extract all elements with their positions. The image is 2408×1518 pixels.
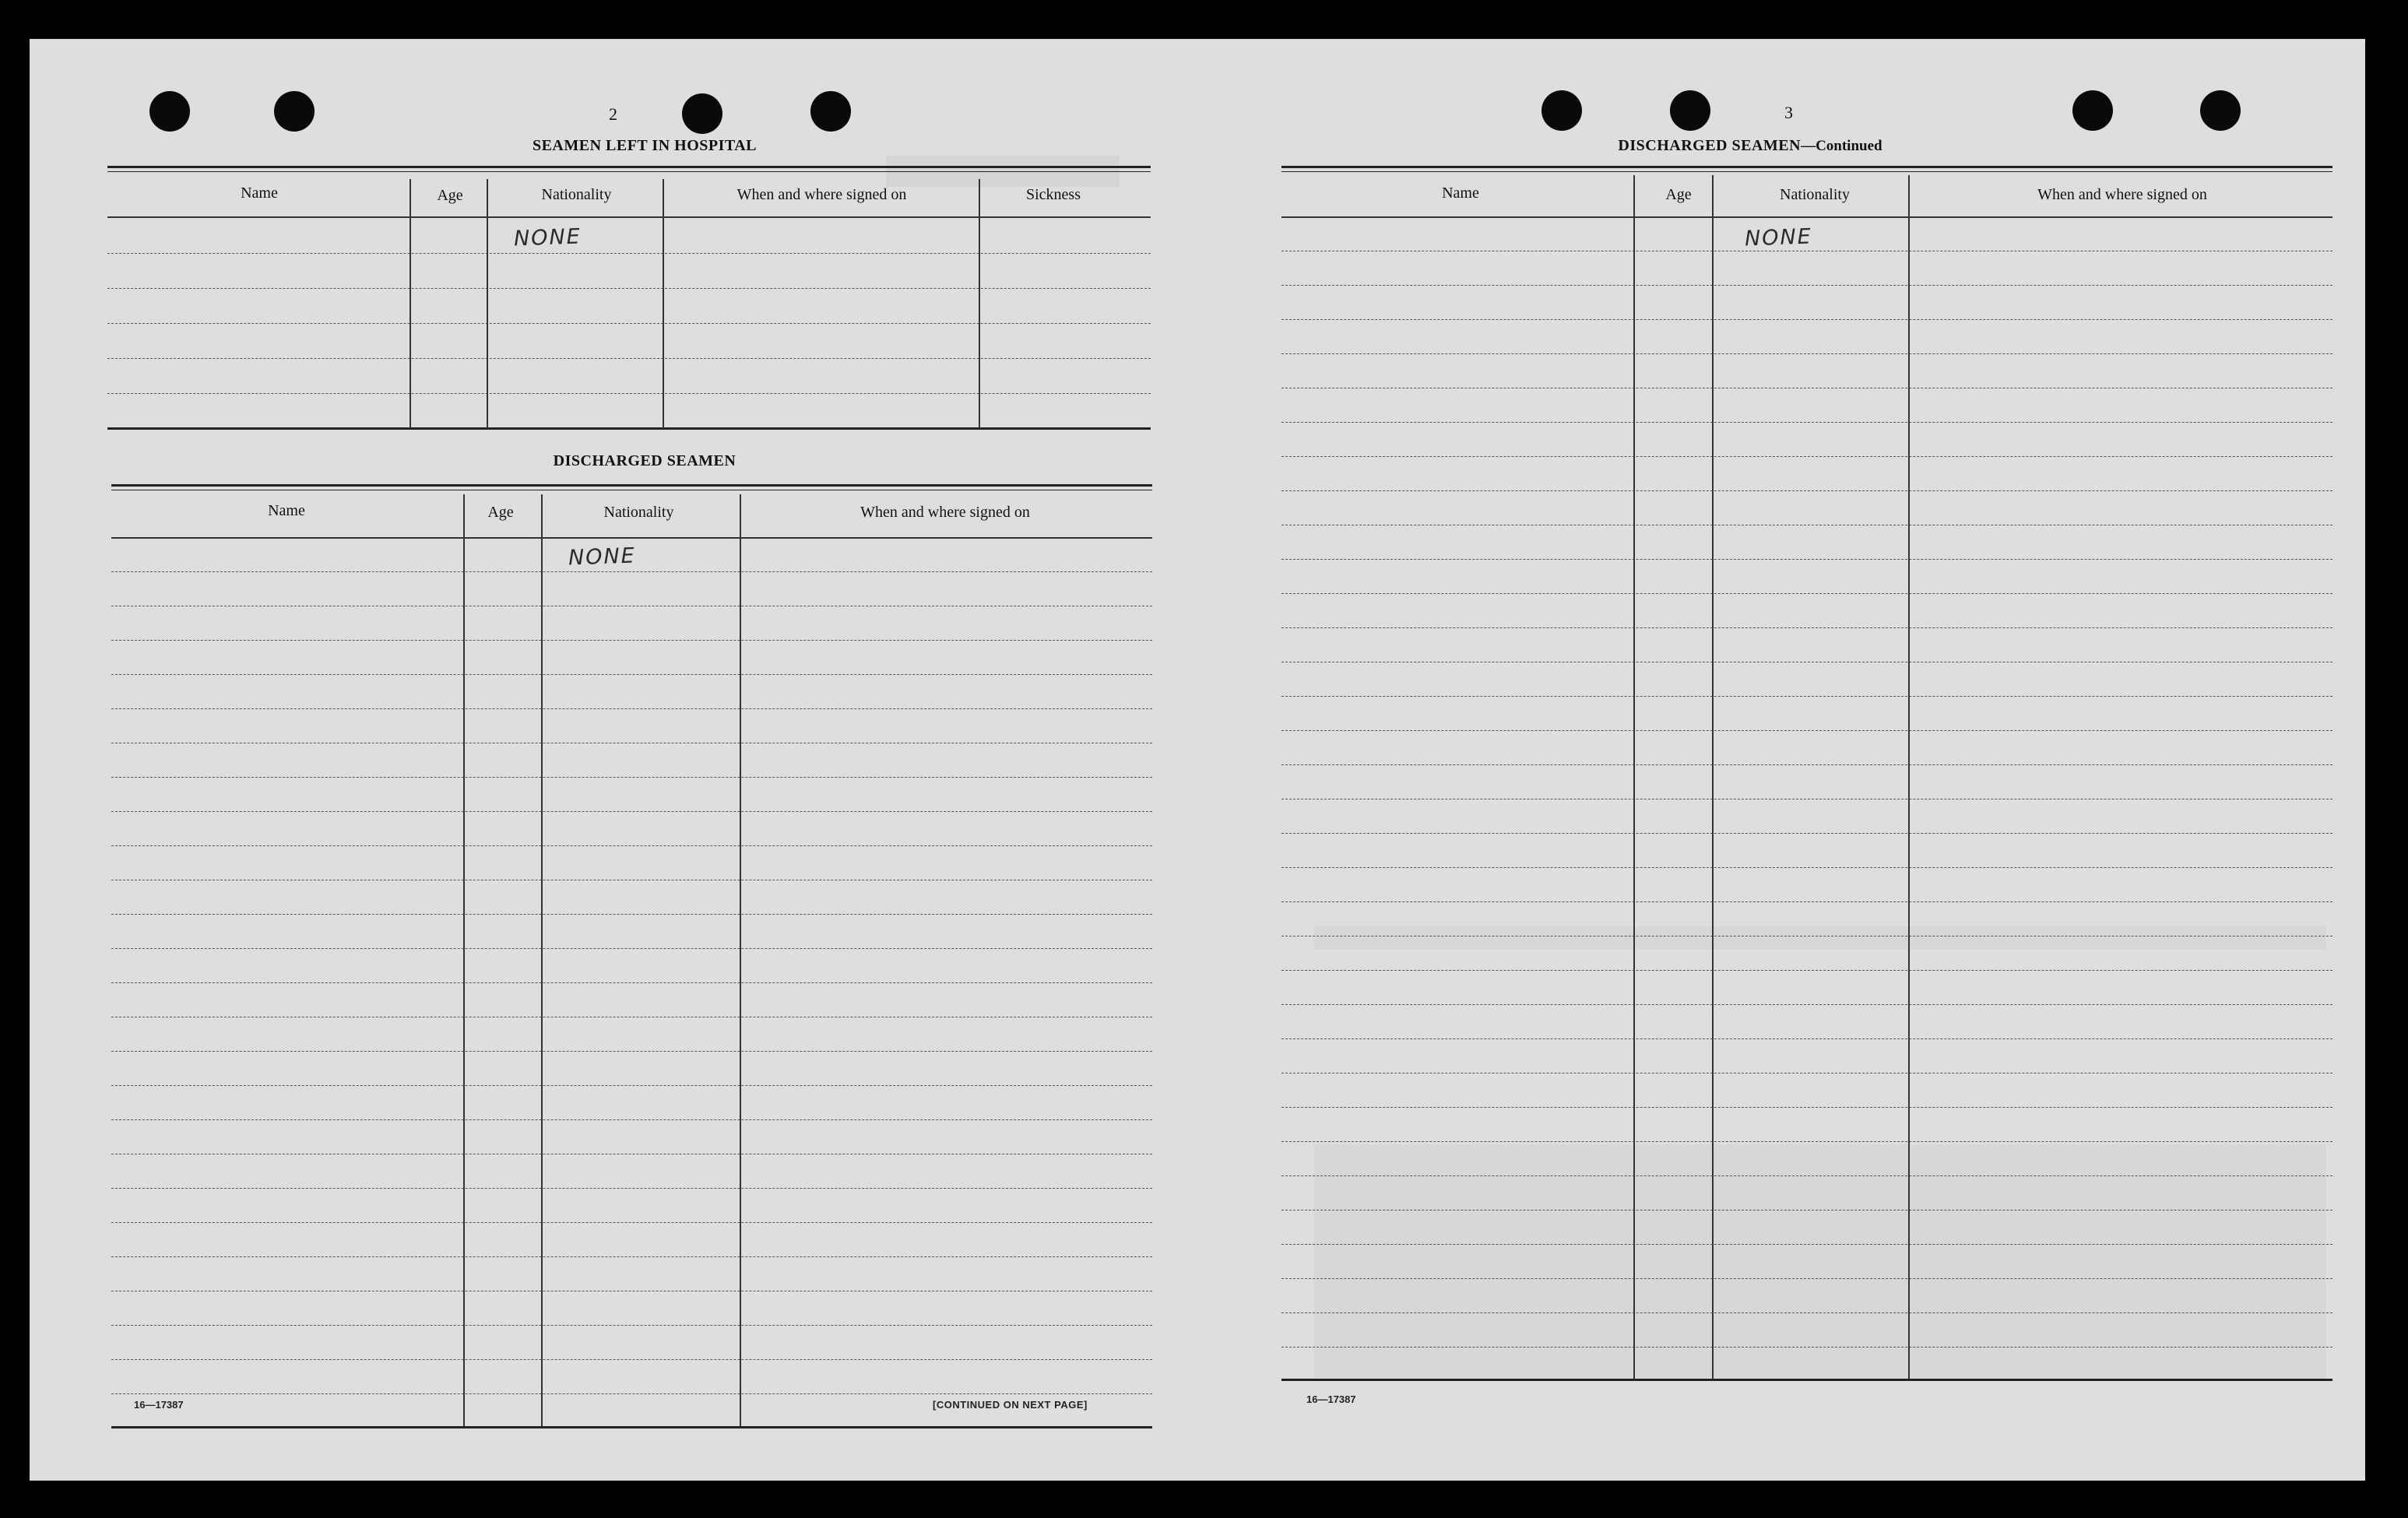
discharged-row-line [111,1188,1152,1189]
discharged-row-line [111,1393,1152,1394]
right-table-bottom-rule [1281,1379,2332,1381]
discharged-header-rule [111,537,1152,539]
discharged-row-line [111,640,1152,641]
hospital-table-bottom-rule [107,427,1151,430]
hospital-col-divider [979,179,980,428]
right-col-name: Name [1442,184,1479,202]
hospital-row-line [107,288,1151,289]
continued-note: [CONTINUED ON NEXT PAGE] [933,1399,1088,1411]
hospital-col-divider [663,179,664,428]
right-row-line [1281,1278,2332,1279]
hospital-row-line [107,253,1151,254]
right-row-line [1281,1004,2332,1005]
hospital-section-title: SEAMEN LEFT IN HOSPITAL [532,137,758,154]
discharged-section-title: DISCHARGED SEAMEN [553,452,736,469]
right-col-divider [1712,175,1714,1379]
discharged-row-line [111,1119,1152,1120]
discharged-row-line [111,1085,1152,1086]
right-row-line [1281,867,2332,868]
right-handwritten-none: NONE [1744,224,1813,251]
right-row-line [1281,764,2332,765]
right-row-line [1281,730,2332,731]
punch-hole [810,91,851,132]
right-section-title-main: DISCHARGED SEAMEN [1618,137,1802,154]
hospital-header-rule [107,216,1151,218]
right-row-line [1281,627,2332,628]
discharged-row-line [111,1325,1152,1326]
right-section-title-suffix: —Continued [1801,138,1882,154]
discharged-row-line [111,674,1152,675]
right-row-line [1281,1244,2332,1245]
discharged-row-line [111,1222,1152,1223]
discharged-row-line [111,1359,1152,1360]
hospital-col-nationality: Nationality [541,186,612,203]
hospital-row-line [107,393,1151,394]
right-col-divider [1633,175,1635,1379]
discharged-row-line [111,708,1152,709]
discharged-col-signed-on: When and where signed on [860,504,1030,521]
right-row-line [1281,422,2332,423]
discharged-row-line [111,777,1152,778]
left-page-number: 2 [609,104,617,124]
right-table-top-rule-2 [1281,171,2332,172]
discharged-row-line [111,571,1152,572]
discharged-col-divider [740,494,741,1426]
right-row-line [1281,1210,2332,1211]
discharged-row-line [111,948,1152,949]
right-row-line [1281,456,2332,457]
right-row-line [1281,1175,2332,1176]
bleed-through-shade [1314,926,2326,950]
right-row-line [1281,1312,2332,1313]
punch-hole [2072,90,2113,131]
hospital-col-sickness: Sickness [1026,186,1081,203]
hospital-row-line [107,323,1151,324]
right-row-line [1281,1107,2332,1108]
right-row-line [1281,696,2332,697]
right-row-line [1281,1038,2332,1039]
punch-hole [1541,90,1582,131]
right-row-line [1281,833,2332,834]
right-row-line [1281,285,2332,286]
hospital-col-signed-on: When and where signed on [736,186,907,203]
punch-hole [1670,90,1710,131]
discharged-table-bottom-rule [111,1426,1152,1428]
right-row-line [1281,901,2332,902]
right-col-divider [1908,175,1910,1379]
right-col-age: Age [1665,186,1692,203]
right-row-line [1281,490,2332,491]
right-table-top-rule [1281,166,2332,168]
discharged-row-line [111,1051,1152,1052]
right-row-line [1281,970,2332,971]
discharged-col-name: Name [268,502,305,519]
right-col-signed-on: When and where signed on [2037,186,2207,203]
left-form-number: 16—17387 [134,1399,184,1411]
hospital-col-divider [410,179,411,428]
punch-hole [2200,90,2241,131]
discharged-row-line [111,982,1152,983]
document-sheet [30,39,2365,1481]
hospital-handwritten-none: NONE [513,224,582,251]
discharged-row-line [111,914,1152,915]
right-row-line [1281,593,2332,594]
discharged-handwritten-none: NONE [568,543,637,571]
hospital-col-divider [487,179,488,428]
right-section-title [1532,137,1968,155]
right-row-line [1281,1347,2332,1348]
hospital-table-top-rule-2 [107,171,1151,172]
hospital-table-top-rule [107,166,1151,168]
discharged-row-line [111,811,1152,812]
punch-hole [274,91,315,132]
punch-hole [149,91,190,132]
hospital-col-age: Age [437,187,463,204]
right-row-line [1281,353,2332,354]
discharged-col-age: Age [487,504,514,521]
bleed-through-shade [1314,1144,2326,1378]
punch-hole [682,93,722,134]
right-row-line [1281,559,2332,560]
right-page-number: 3 [1784,103,1793,122]
discharged-col-divider [463,494,465,1426]
right-row-line [1281,319,2332,320]
discharged-col-nationality: Nationality [603,504,674,521]
discharged-table-top-rule [111,484,1152,487]
discharged-row-line [111,845,1152,846]
right-header-rule [1281,216,2332,218]
right-form-number: 16—17387 [1306,1393,1356,1405]
hospital-col-name: Name [241,184,278,202]
right-row-line [1281,1141,2332,1142]
hospital-row-line [107,358,1151,359]
right-col-nationality: Nationality [1780,186,1850,203]
discharged-row-line [111,1256,1152,1257]
discharged-col-divider [541,494,543,1426]
